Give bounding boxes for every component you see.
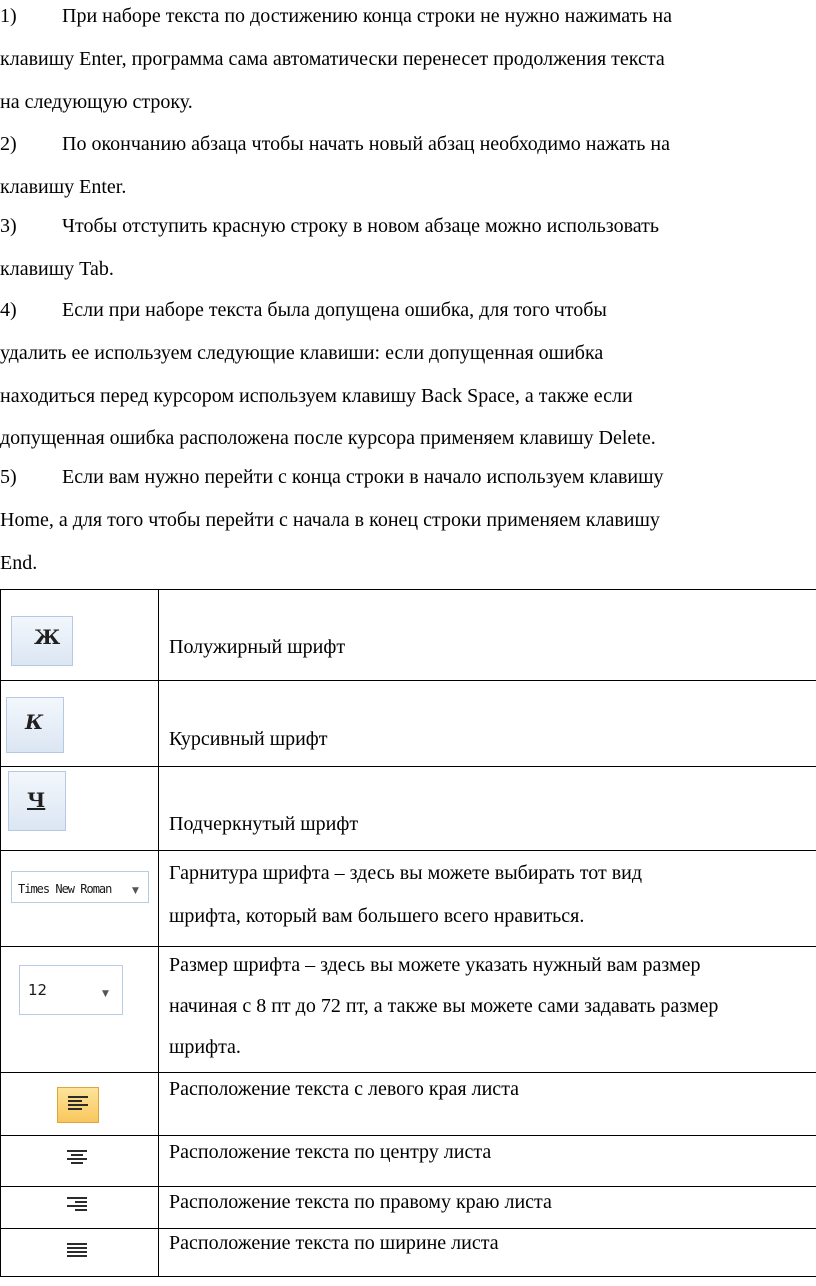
description-cell	[159, 1187, 816, 1229]
list-number: 5)	[0, 466, 17, 488]
chevron-down-icon: ▼	[102, 989, 109, 999]
list-number: 1)	[0, 5, 17, 27]
paragraph-line: Если вам нужно перейти с конца строки в начало используем клавишу	[62, 466, 664, 488]
table-row	[1, 1187, 816, 1229]
icon-cell	[1, 590, 159, 681]
chevron-down-icon: ▼	[132, 886, 139, 896]
table-row	[1, 681, 816, 767]
paragraph-line: клавишу Tab.	[0, 258, 114, 280]
description-text: Расположение текста по ширине листа	[169, 1232, 499, 1254]
paragraph-line: По окончанию абзаца чтобы начать новый абзац необходимо нажать на	[62, 133, 670, 155]
description-text: Расположение текста по центру листа	[169, 1141, 492, 1163]
combo-value: Times New Roman	[18, 882, 112, 896]
combo-value: 12	[28, 981, 48, 999]
paragraph-line: При наборе текста по достижению конца строки не нужно нажимать на	[62, 5, 673, 27]
font-size-combo	[19, 965, 123, 1015]
table-row	[1, 947, 816, 1073]
description-cell	[159, 1229, 816, 1277]
description-cell	[159, 590, 816, 681]
paragraph-line: Если при наборе текста была допущена ошибка, для того чтобы	[62, 299, 607, 321]
table-row	[1, 851, 816, 947]
paragraph-line: допущенная ошибка расположена после курсора применяем клавишу Delete.	[0, 427, 656, 449]
align-left-icon	[57, 1087, 99, 1123]
paragraph-line: Чтобы отступить красную строку в новом абзаце можно использовать	[62, 215, 659, 237]
description-cell	[159, 767, 816, 851]
icon-cell	[1, 1229, 159, 1277]
table-row	[1, 1229, 816, 1277]
bold-icon: Ж	[11, 616, 73, 666]
paragraph-line: клавишу Enter.	[0, 176, 127, 198]
description-text: Расположение текста по правому краю листа	[169, 1191, 552, 1213]
align-center-icon	[57, 1142, 97, 1176]
description-text: Курсивный шрифт	[169, 728, 328, 750]
description-text: шрифта, который вам большего всего нравиться.	[169, 905, 585, 927]
paragraph-line: на следующую строку.	[0, 91, 193, 113]
description-text: начиная с 8 пт до 72 пт, а также вы можете сами задавать размер	[169, 995, 719, 1017]
description-text: шрифта.	[169, 1036, 241, 1058]
icon-cell	[1, 681, 159, 767]
paragraph-line: End.	[0, 552, 38, 574]
formatting-table	[0, 589, 816, 1277]
description-text: Размер шрифта – здесь вы можете указать нужный вам размер	[169, 954, 701, 976]
icon-cell	[1, 767, 159, 851]
icon-cell	[1, 947, 159, 1073]
description-text: Подчеркнутый шрифт	[169, 813, 359, 835]
description-cell	[159, 1136, 816, 1187]
icon-cell	[1, 1136, 159, 1187]
description-cell	[159, 1073, 816, 1136]
icon-cell	[1, 1073, 159, 1136]
description-cell	[159, 851, 816, 947]
icon-cell	[1, 851, 159, 947]
list-number: 2)	[0, 133, 17, 155]
underline-icon: Ч	[8, 771, 66, 831]
list-number: 3)	[0, 215, 17, 237]
description-cell	[159, 947, 816, 1073]
font-family-combo	[11, 871, 149, 903]
paragraph-line: находиться перед курсором используем клавишу Back Space, а также если	[0, 385, 633, 407]
table-row	[1, 1073, 816, 1136]
table-row	[1, 767, 816, 851]
table-row	[1, 1136, 816, 1187]
description-text: Полужирный шрифт	[169, 636, 346, 658]
align-right-icon	[57, 1189, 97, 1223]
description-cell	[159, 681, 816, 767]
icon-cell	[1, 1187, 159, 1229]
paragraph-line: Home, а для того чтобы перейти с начала в конец строки применяем клавишу	[0, 509, 660, 531]
paragraph-line: клавишу Enter, программа сама автоматически перенесет продолжения текста	[0, 48, 665, 70]
paragraph-line: удалить ее используем следующие клавиши: если допущенная ошибка	[0, 342, 604, 364]
description-text: Расположение текста с левого края листа	[169, 1078, 520, 1100]
align-justify-icon	[57, 1235, 97, 1269]
list-number: 4)	[0, 299, 17, 321]
description-text: Гарнитура шрифта – здесь вы можете выбирать тот вид	[169, 862, 643, 884]
italic-icon: К	[6, 697, 64, 753]
table-row	[1, 590, 816, 681]
